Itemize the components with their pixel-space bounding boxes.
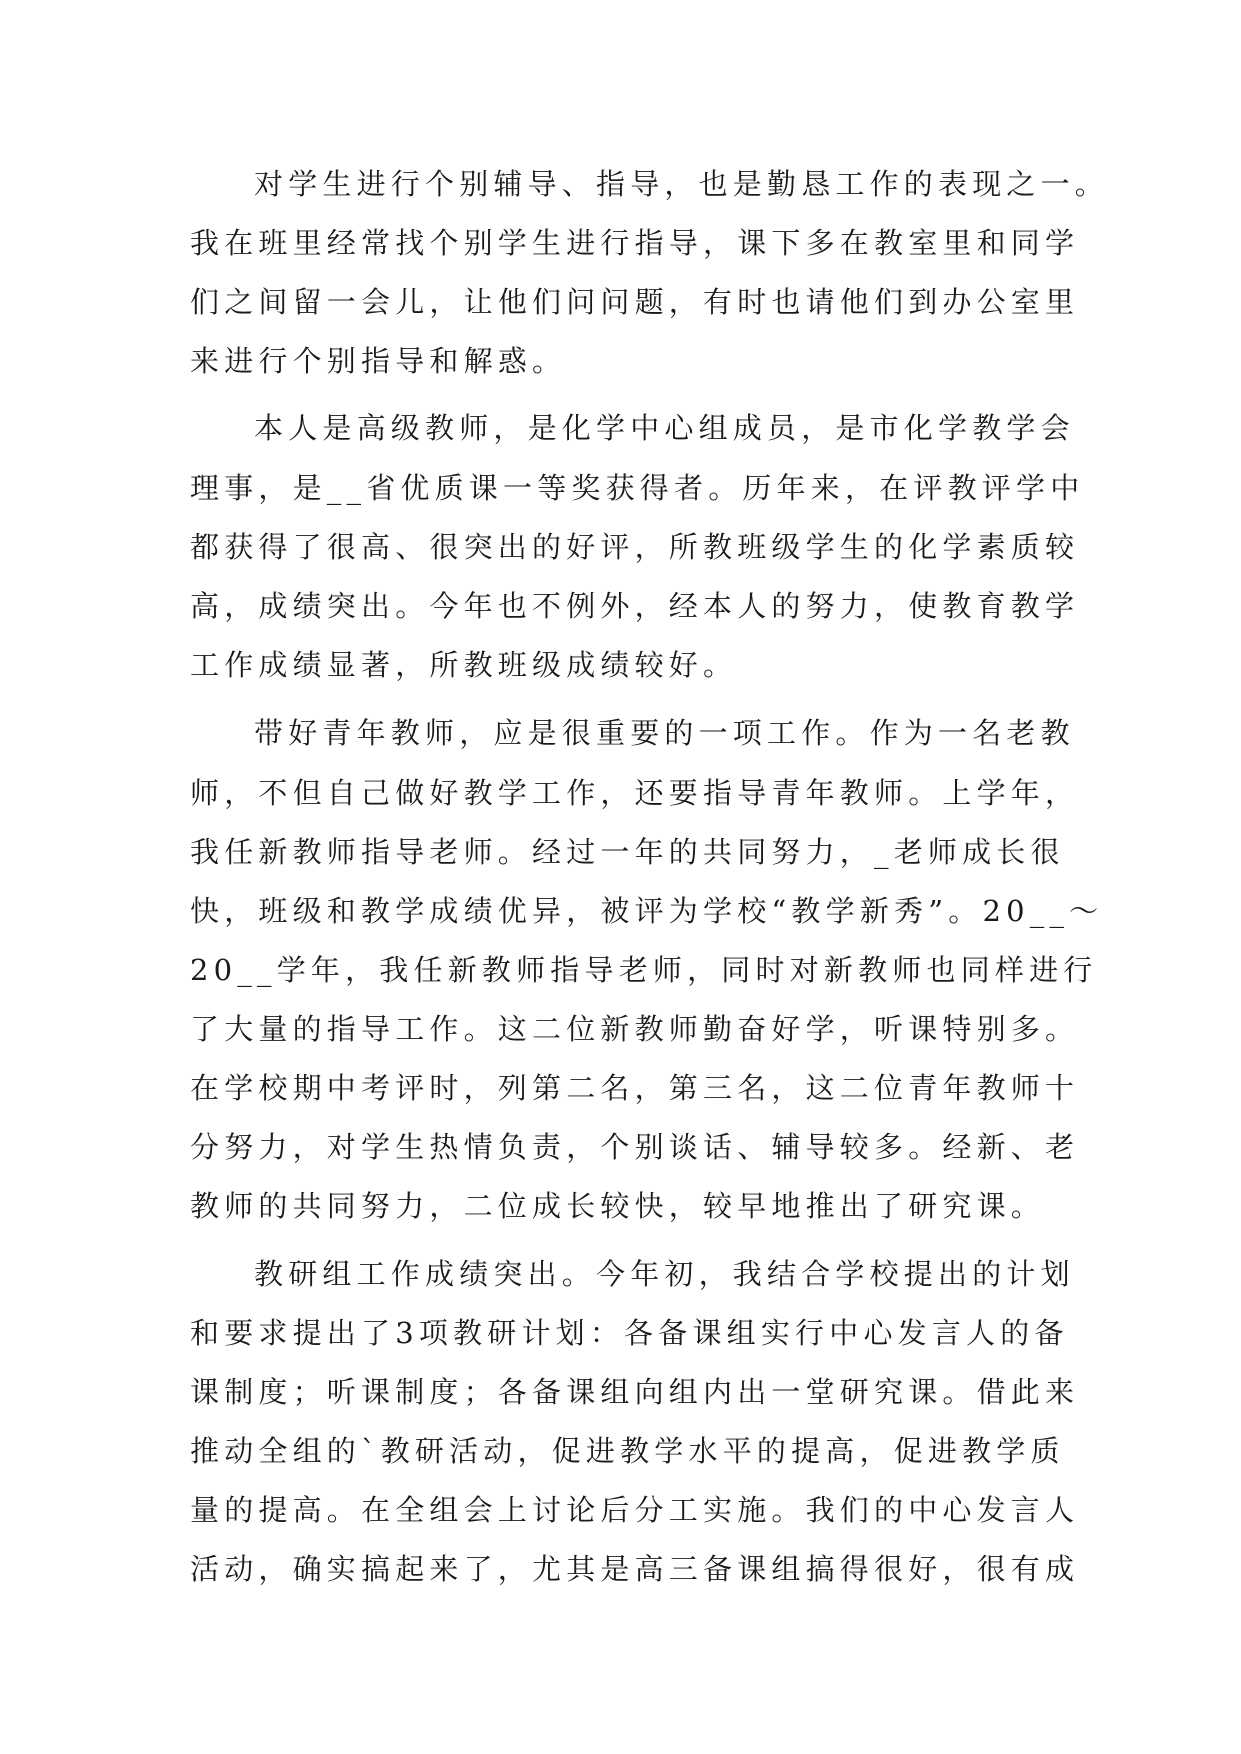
- text-line: 20__学年，我任新教师指导老师，同时对新教师也同样进行: [190, 953, 1098, 987]
- text-line: 我任新教师指导老师。经过一年的共同努力，_老师成长很: [190, 835, 1065, 869]
- text-line: 带好青年教师，应是很重要的一项工作。作为一名老教: [254, 716, 1075, 750]
- text-line: 本人是高级教师，是化学中心组成员，是市化学教学会: [254, 411, 1075, 445]
- text-line: 理事，是__省优质课一等奖获得者。历年来，在评教评学中: [190, 471, 1085, 505]
- text-line: 快，班级和教学成绩优异，被评为学校“教学新秀”。20__～: [190, 894, 1104, 928]
- text-line: 活动，确实搞起来了，尤其是高三备课组搞得很好，很有成: [190, 1552, 1080, 1586]
- text-line: 我在班里经常找个别学生进行指导，课下多在教室里和同学: [190, 226, 1080, 260]
- text-line: 对学生进行个别辅导、指导，也是勤恳工作的表现之一。: [254, 167, 1110, 201]
- text-line: 量的提高。在全组会上讨论后分工实施。我们的中心发言人: [190, 1493, 1080, 1527]
- text-line: 工作成绩显著，所教班级成绩较好。: [190, 648, 738, 682]
- text-line: 在学校期中考评时，列第二名，第三名，这二位青年教师十: [190, 1071, 1080, 1105]
- text-line: 们之间留一会儿，让他们问问题，有时也请他们到办公室里: [190, 285, 1080, 319]
- text-line: 推动全组的`教研活动，促进教学水平的提高，促进教学质: [190, 1434, 1065, 1468]
- text-line: 来进行个别指导和解惑。: [190, 344, 567, 378]
- text-line: 教研组工作成绩突出。今年初，我结合学校提出的计划: [254, 1257, 1075, 1291]
- text-line: 和要求提出了3项教研计划：各备课组实行中心发言人的备: [190, 1316, 1069, 1350]
- text-line: 分努力，对学生热情负责，个别谈话、辅导较多。经新、老: [190, 1130, 1080, 1164]
- text-line: 师，不但自己做好教学工作，还要指导青年教师。上学年，: [190, 776, 1080, 810]
- text-line: 了大量的指导工作。这二位新教师勤奋好学，听课特别多。: [190, 1012, 1080, 1046]
- text-line: 课制度；听课制度；各备课组向组内出一堂研究课。借此来: [190, 1375, 1080, 1409]
- text-line: 教师的共同努力，二位成长较快，较早地推出了研究课。: [190, 1189, 1046, 1223]
- text-line: 都获得了很高、很突出的好评，所教班级学生的化学素质较: [190, 530, 1080, 564]
- text-line: 高，成绩突出。今年也不例外，经本人的努力，使教育教学: [190, 589, 1080, 623]
